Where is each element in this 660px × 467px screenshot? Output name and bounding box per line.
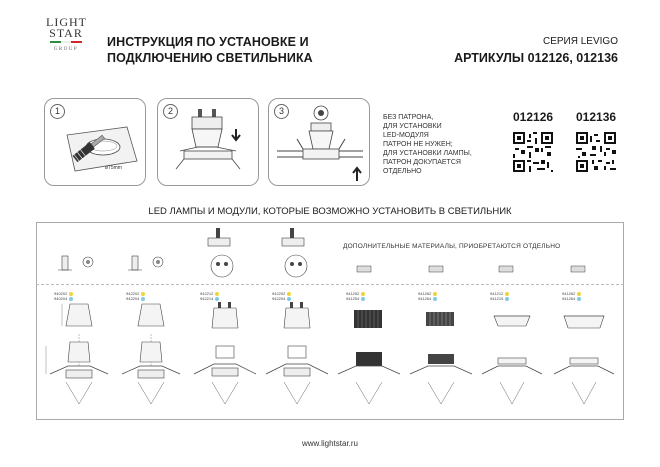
title-line-1: ИНСТРУКЦИЯ ПО УСТАНОВКЕ И bbox=[107, 35, 309, 49]
cutout-dimension: ø75mm bbox=[105, 165, 122, 171]
step-2-panel bbox=[157, 98, 259, 186]
lamp-column-6 bbox=[404, 286, 474, 418]
cutout-hole-illustration bbox=[45, 99, 147, 187]
lamp-column-2 bbox=[112, 286, 182, 418]
lamp-column-1 bbox=[40, 286, 110, 418]
connector-part-icon bbox=[58, 248, 106, 276]
step-3-number: 3 bbox=[274, 104, 289, 119]
socket-part-icon bbox=[282, 228, 322, 280]
lamp-column-5 bbox=[332, 286, 402, 418]
lamp-code: 941264 bbox=[418, 296, 432, 301]
lamp-code: 941254 bbox=[346, 296, 360, 301]
website-link[interactable]: www.lightstar.ru bbox=[301, 439, 359, 448]
lamp-code: 941262 bbox=[418, 291, 432, 296]
step-1-number: 1 bbox=[50, 104, 65, 119]
lamp-code: 940204 bbox=[54, 296, 68, 301]
note-line: ПАТРОН ДОКУПАЕТСЯ bbox=[383, 159, 461, 166]
step-1-panel bbox=[44, 98, 146, 186]
logo-flag bbox=[50, 41, 82, 43]
lamp-code: 942202 bbox=[126, 291, 140, 296]
lamp-code: 942212 bbox=[200, 291, 214, 296]
page-title bbox=[107, 34, 313, 66]
articles-label: АРТИКУЛЫ 012126, 012136 bbox=[454, 51, 618, 65]
led-module-diagram bbox=[332, 286, 402, 418]
lamp-insert-illustration bbox=[158, 99, 260, 187]
step-3-panel bbox=[268, 98, 370, 186]
lamp-code: 941264 bbox=[562, 296, 576, 301]
note-line: ПАТРОН НЕ НУЖЕН; bbox=[383, 141, 453, 148]
lamp-code: 941212 bbox=[490, 291, 504, 296]
note-line: ДЛЯ УСТАНОВКИ bbox=[383, 123, 442, 130]
install-note bbox=[383, 113, 493, 176]
series-label: СЕРИЯ LEVIGO bbox=[543, 36, 618, 47]
lamp-code: 941215 bbox=[490, 296, 504, 301]
logo-line-2: STAR bbox=[49, 26, 83, 40]
flat-module-diagram bbox=[476, 286, 546, 418]
connector-part-icon bbox=[128, 248, 176, 276]
lamp-column-8 bbox=[548, 286, 618, 418]
lamp-code: 942214 bbox=[200, 296, 214, 301]
note-line: LED-МОДУЛЯ bbox=[383, 132, 429, 139]
lamp-code: 941252 bbox=[346, 291, 360, 296]
gu10-lamp-diagram bbox=[186, 286, 256, 418]
lamp-code: 940202 bbox=[54, 291, 68, 296]
note-line: ОТДЕЛЬНО bbox=[383, 168, 422, 175]
lamp-code: 941262 bbox=[562, 291, 576, 296]
lamp-code: 942204 bbox=[272, 296, 286, 301]
led-module-diagram bbox=[404, 286, 474, 418]
lamp-column-7 bbox=[476, 286, 546, 418]
logo-line-1: LIGHT bbox=[46, 15, 87, 29]
note-line: БЕЗ ПАТРОНА, bbox=[383, 114, 434, 121]
qr-code-icon[interactable] bbox=[576, 132, 616, 172]
compatible-lamps-heading: LED ЛАМПЫ И МОДУЛИ, КОТОРЫЕ ВОЗМОЖНО УСТАНОВИТЬ В СВЕТИЛЬНИК bbox=[148, 206, 512, 217]
socket-part-icon bbox=[208, 228, 248, 280]
accessory-icons bbox=[355, 262, 615, 276]
qr-label-2: 012136 bbox=[576, 110, 617, 124]
gu10-lamp-diagram bbox=[40, 286, 110, 418]
step-2-number: 2 bbox=[163, 104, 178, 119]
flat-module-diagram bbox=[548, 286, 618, 418]
lamp-code: 942204 bbox=[126, 296, 140, 301]
brand-logo bbox=[46, 17, 86, 55]
panel-divider bbox=[36, 284, 624, 285]
lamp-column-4 bbox=[258, 286, 328, 418]
gu10-lamp-diagram bbox=[258, 286, 328, 418]
lamp-code: 942202 bbox=[272, 291, 286, 296]
qr-code-icon[interactable] bbox=[513, 132, 553, 172]
lamp-column-3 bbox=[186, 286, 256, 418]
note-line: ДЛЯ УСТАНОВКИ ЛАМПЫ, bbox=[383, 150, 472, 157]
additional-materials-note: ДОПОЛНИТЕЛЬНЫЕ МАТЕРИАЛЫ, ПРИОБРЕТАЮТСЯ ОТДЕЛЬНО bbox=[343, 243, 561, 250]
logo-line-3: GROUP bbox=[53, 47, 79, 52]
ceiling-mount-illustration bbox=[269, 99, 371, 187]
gu10-lamp-diagram bbox=[112, 286, 182, 418]
qr-label-1: 012126 bbox=[513, 110, 554, 124]
title-line-2: ПОДКЛЮЧЕНИЮ СВЕТИЛЬНИКА bbox=[107, 51, 313, 65]
